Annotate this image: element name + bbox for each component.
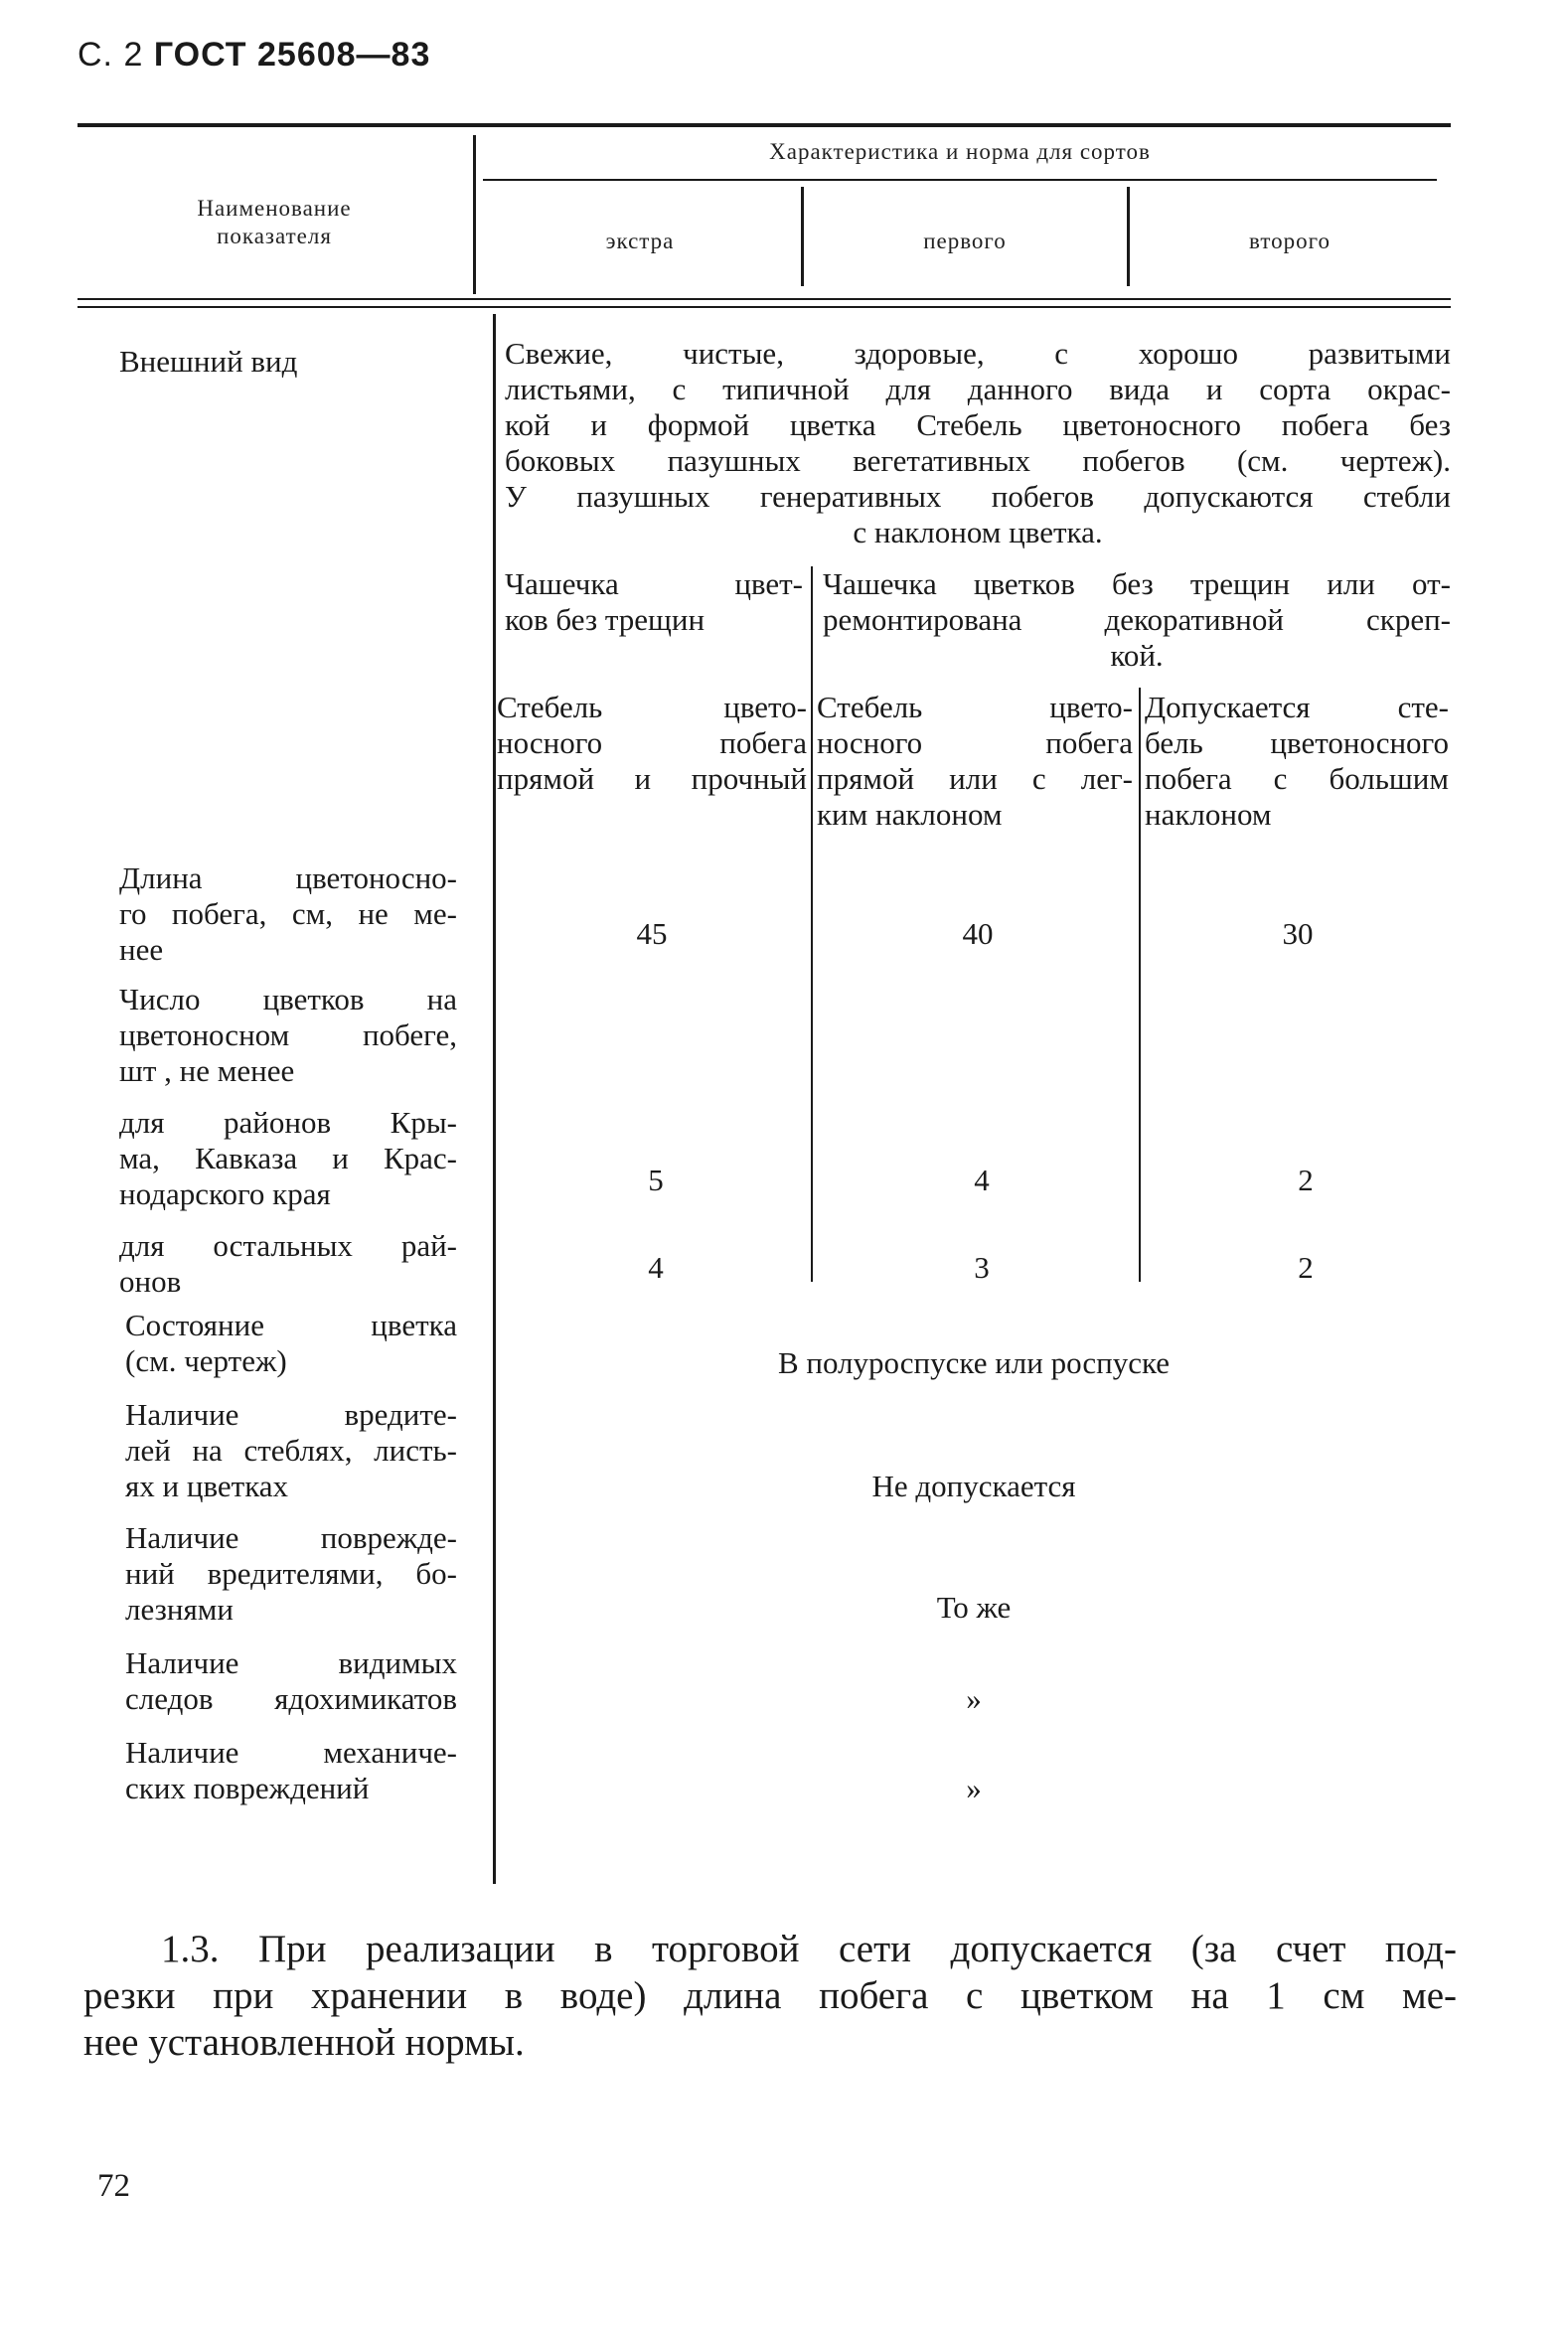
length-first: 40 xyxy=(962,916,994,951)
label-line: нодарского края xyxy=(119,1176,331,1211)
label-line: ма, Кавказа и Крас- xyxy=(119,1141,457,1175)
label-line: цветоносном побеге, xyxy=(119,1017,457,1052)
text-line: кой и формой цветка Стебель цветоносного побега без xyxy=(505,407,1451,442)
header-bottom-rule-2 xyxy=(78,306,1451,308)
text-line: Стебель цвето- xyxy=(497,690,807,724)
page-number: 72 xyxy=(97,2168,130,2204)
stem-first xyxy=(817,690,1133,833)
damage-value: То же xyxy=(936,1590,1012,1625)
other-regions-label xyxy=(119,1228,457,1300)
col-header-name xyxy=(95,195,453,250)
flower-state-value: В полуроспуске или роспуске xyxy=(777,1345,1171,1380)
crimea-second: 2 xyxy=(1298,1163,1314,1197)
paragraph-line: резки при хранении в воде) длина побега с цветком на 1 см ме- xyxy=(83,1974,1457,2017)
mechanical-value: » xyxy=(966,1771,982,1805)
text-line: ремонтирована декоративной скреп- xyxy=(823,602,1451,637)
text-line: Свежие, чистые, здоровые, с хорошо развитыми xyxy=(505,336,1451,371)
paragraph-line: 1.3. При реализации в торговой сети допускается (за счет под- xyxy=(161,1928,1457,1970)
crimea-first: 4 xyxy=(974,1163,990,1197)
body-column-divider xyxy=(493,314,496,1884)
text-line: с наклоном цветка. xyxy=(853,515,1103,549)
stem-divider xyxy=(1139,688,1141,1282)
paragraph-1-3 xyxy=(83,1926,1457,2066)
text-line: Чашечка цвет- xyxy=(505,566,803,601)
flowers-count-label xyxy=(119,982,457,1089)
length-extra: 45 xyxy=(636,916,668,951)
flower-state-label xyxy=(125,1308,457,1379)
label-line: следов ядохимикатов xyxy=(125,1681,457,1716)
text-line: боковых пазушных вегетативных побегов (см. чертеж). xyxy=(505,443,1451,478)
text-line: прямой или с лег- xyxy=(817,761,1133,796)
label-line: Наличие механиче- xyxy=(125,1735,457,1770)
name-column-divider xyxy=(473,135,476,294)
col-header-name-line: Наименование xyxy=(197,196,352,221)
text-line: У пазушных генеративных побегов допускаются стебли xyxy=(505,479,1451,514)
label-line: для районов Кры- xyxy=(119,1105,457,1140)
chemicals-value: » xyxy=(966,1681,982,1716)
label-line: для остальных рай- xyxy=(119,1228,457,1263)
label-line: Длина цветоносно- xyxy=(119,860,457,895)
grade-second: второго xyxy=(1249,229,1331,253)
label-line: ний вредителями, бо- xyxy=(125,1556,457,1591)
pests-value: Не допускается xyxy=(871,1469,1076,1503)
header-prefix: С. 2 xyxy=(78,36,144,74)
calyx-divider xyxy=(811,566,813,1282)
text-line: прямой и прочный xyxy=(497,761,807,796)
page-header xyxy=(78,36,430,75)
text-line: ков без трещин xyxy=(505,602,706,637)
first-second-divider xyxy=(1127,187,1130,286)
col-header-group: Характеристика и норма для сортов xyxy=(769,139,1151,164)
label-line: онов xyxy=(119,1264,182,1299)
other-regions-second: 2 xyxy=(1298,1250,1314,1285)
crimea-extra: 5 xyxy=(648,1163,664,1197)
text-line: кой. xyxy=(1110,638,1164,673)
label-line: Наличие поврежде- xyxy=(125,1520,457,1555)
text-line: ким наклоном xyxy=(817,797,1003,832)
calyx-other xyxy=(823,566,1451,674)
length-label xyxy=(119,860,457,968)
stem-second xyxy=(1145,690,1449,833)
text-line: наклоном xyxy=(1145,797,1272,832)
label-line: лезнями xyxy=(125,1592,234,1627)
grade-header-rule xyxy=(483,179,1437,181)
grade-extra: экстра xyxy=(605,229,675,253)
extra-first-divider xyxy=(801,187,804,286)
label-line: нее xyxy=(119,932,164,967)
text-line: листьями, с типичной для данного вида и сорта окрас- xyxy=(505,372,1451,406)
label-line: Число цветков на xyxy=(119,982,457,1016)
paragraph-line: нее установленной нормы. xyxy=(83,2021,525,2064)
text-line: носного побега xyxy=(497,725,807,760)
damage-label xyxy=(125,1520,457,1628)
label-line: (см. чертеж) xyxy=(125,1343,287,1378)
text-line: побега с большим xyxy=(1145,761,1449,796)
stem-extra xyxy=(497,690,807,797)
col-header-name-line: показателя xyxy=(217,224,332,248)
standard-number: ГОСТ 25608—83 xyxy=(153,36,431,74)
table-top-rule xyxy=(78,123,1451,127)
label-line: лей на стеблях, листь- xyxy=(125,1433,457,1468)
header-bottom-rule-1 xyxy=(78,298,1451,300)
text-line: бель цветоносного xyxy=(1145,725,1449,760)
text-line: Чашечка цветков без трещин или от- xyxy=(823,566,1451,601)
length-second: 30 xyxy=(1282,916,1314,951)
label-line: ях и цветках xyxy=(125,1469,289,1503)
other-regions-extra: 4 xyxy=(648,1250,664,1285)
label-line: Состояние цветка xyxy=(125,1308,457,1342)
label-line: Наличие вредите- xyxy=(125,1397,457,1432)
label-line: Наличие видимых xyxy=(125,1645,457,1680)
appearance-label: Внешний вид xyxy=(119,344,298,379)
grade-first: первого xyxy=(923,229,1007,253)
calyx-extra xyxy=(505,566,803,638)
mechanical-label xyxy=(125,1735,457,1806)
appearance-common-text xyxy=(505,336,1451,550)
pests-label xyxy=(125,1397,457,1504)
label-line: шт , не менее xyxy=(119,1053,295,1088)
text-line: Допускается сте- xyxy=(1145,690,1449,724)
text-line: Стебель цвето- xyxy=(817,690,1133,724)
label-line: ских повреждений xyxy=(125,1771,370,1805)
crimea-label xyxy=(119,1105,457,1212)
other-regions-first: 3 xyxy=(974,1250,990,1285)
chemicals-label xyxy=(125,1645,457,1717)
label-line: го побега, см, не ме- xyxy=(119,896,457,931)
text-line: носного побега xyxy=(817,725,1133,760)
